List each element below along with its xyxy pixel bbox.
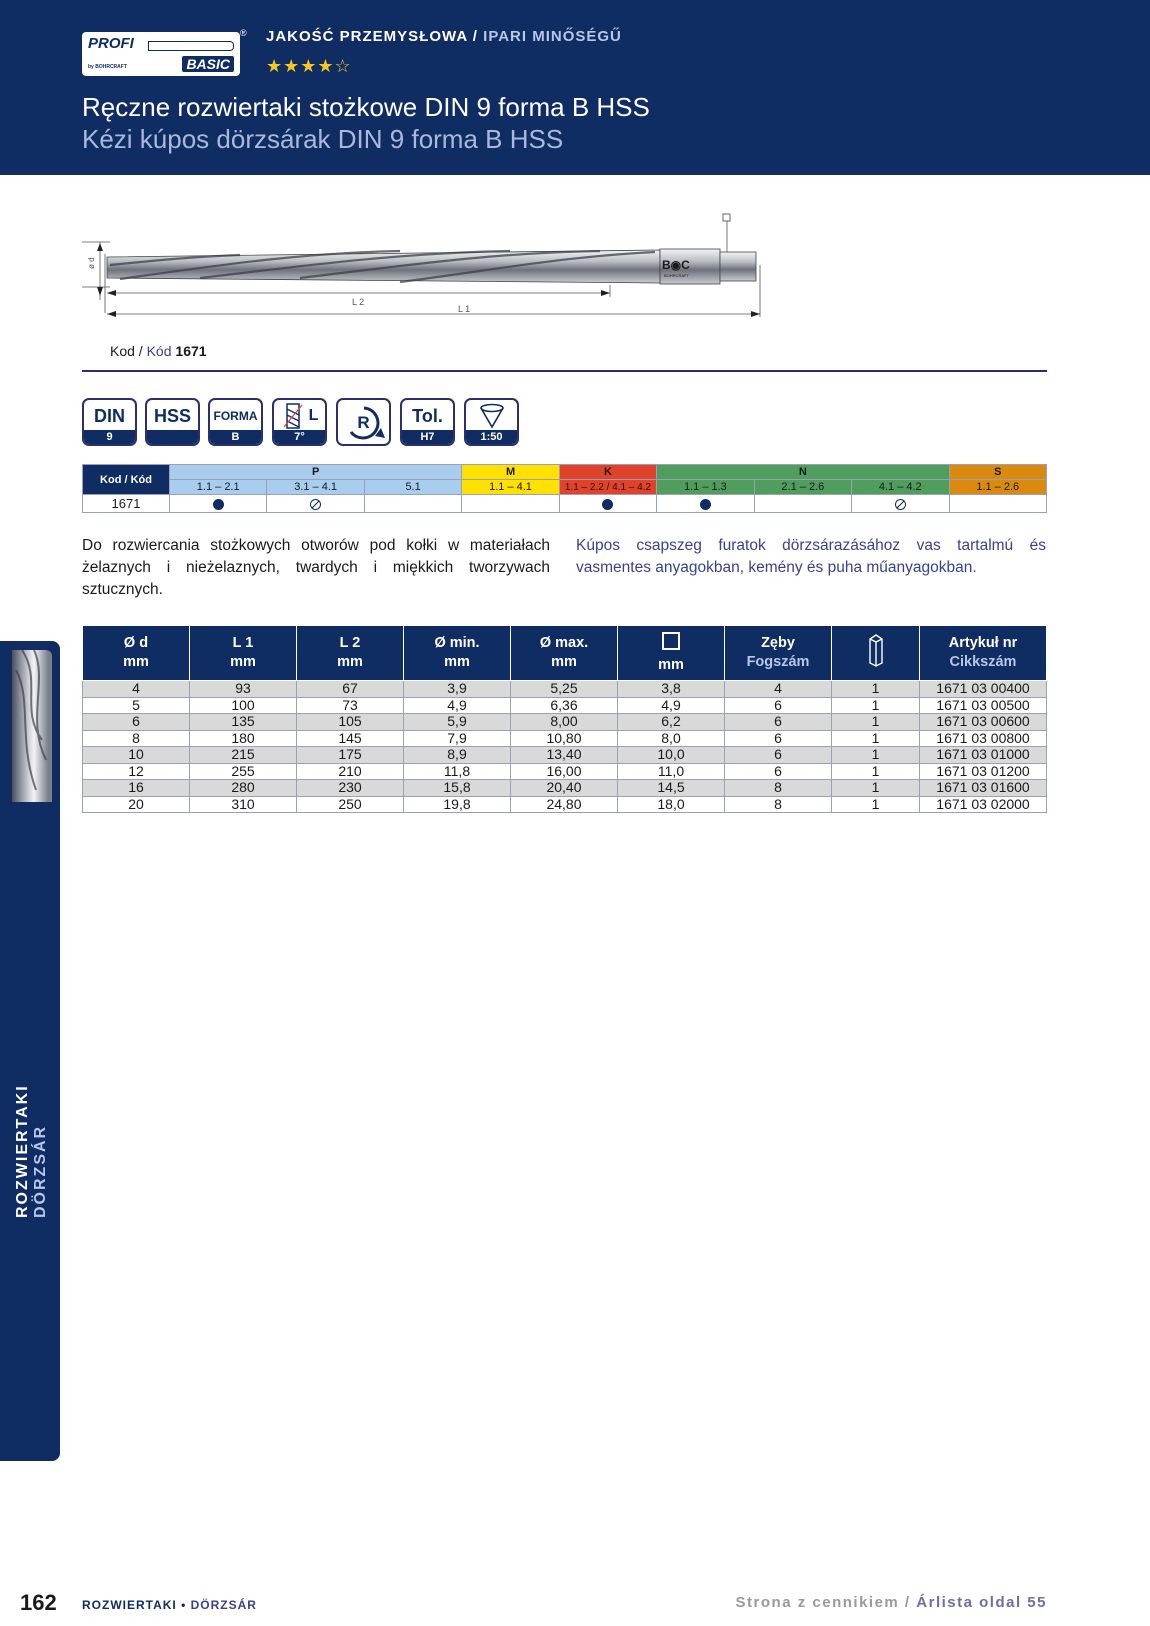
table-cell: 1 [832,714,920,731]
table-cell: 250 [297,796,404,813]
column-header-unit: mm [658,656,684,673]
product-code-line [110,343,207,359]
partial-suitability-icon [895,499,906,510]
side-tab-label-pl: ROZWIERTAKI [14,1084,31,1218]
table-cell: 1671 03 01600 [920,780,1047,797]
profi-basic-logo [82,32,240,76]
tolerance-icon: Tol. [412,406,443,426]
table-cell: 73 [297,697,404,714]
material-range: 3.1 – 4.1 [267,480,364,495]
table-cell: 1671 03 00500 [920,697,1047,714]
table-cell: 1 [832,780,920,797]
footer-price-separator: / [899,1594,917,1611]
table-row [83,697,1047,714]
taper-cone-icon [479,403,505,429]
table-cell: 12 [83,763,190,780]
table-cell: 105 [297,714,404,731]
table-cell: 4 [725,681,832,698]
spiral-angle-value: 7° [274,430,325,444]
page-number: 162 [20,1590,57,1615]
quality-hu: IPARI MINŐSÉGŰ [483,28,622,45]
table-cell: 6 [725,714,832,731]
hss-badge-value [147,430,198,444]
taper-ratio-value: 1:50 [466,430,517,444]
page-title-pl: Ręczne rozwiertaki stożkowe DIN 9 forma B HSS [82,92,650,122]
footer-price-pl: Strona z cennikiem [735,1594,900,1611]
l1-label: L 1 [458,304,471,314]
rotation-label: R [357,413,370,432]
footer-category-separator: • [176,1598,191,1612]
column-header [832,626,920,681]
logo-basic-text: BASIC [182,56,234,72]
column-header-unit: mm [551,654,577,670]
table-cell: 1671 03 00600 [920,714,1047,731]
table-cell: 10 [83,747,190,764]
full-suitability-icon [602,499,613,510]
table-cell: 19,8 [404,796,511,813]
column-header-label: Artykuł nr [948,635,1018,651]
table-cell: 8,0 [618,730,725,747]
table-cell: 93 [190,681,297,698]
table-cell: 4,9 [618,697,725,714]
table-cell: 255 [190,763,297,780]
code-separator: / [134,343,147,359]
table-row [83,763,1047,780]
column-header [297,626,404,681]
footer-pricelist-ref [736,1594,1047,1611]
column-header-unit: Cikkszám [949,654,1017,670]
suitability-cell [949,495,1047,513]
table-cell: 11,8 [404,763,511,780]
suitability-cell [852,495,949,513]
spiral-direction-label: L [308,407,319,424]
footer-category-hu: DÖRZSÁR [190,1598,257,1612]
column-header-unit: mm [337,654,363,670]
table-cell: 1671 03 00800 [920,730,1047,747]
table-row [83,714,1047,731]
table-cell: 1 [832,796,920,813]
tolerance-value: H7 [402,430,453,444]
table-cell: 5,25 [511,681,618,698]
footer-category [82,1598,257,1612]
table-cell: 6 [83,714,190,731]
table-cell: 1671 03 01200 [920,763,1047,780]
description-pl: Do rozwiercania stożkowych otworów pod kołki w materiałach żelaznych i nieżelaznych, twardych i miękkich tworzywach sztucznych. [82,537,550,598]
table-cell: 8 [725,796,832,813]
table-cell: 310 [190,796,297,813]
table-cell: 8 [725,780,832,797]
l2-label: L 2 [352,297,365,307]
material-group-k: K [559,465,656,480]
footer-price-hu: Árlista oldal 55 [916,1594,1047,1611]
table-cell: 24,80 [511,796,618,813]
full-suitability-icon [213,499,224,510]
table-cell: 4 [83,681,190,698]
material-group-m: M [462,465,559,480]
material-range: 1.1 – 4.1 [462,480,559,495]
registered-mark: ® [240,28,247,38]
material-range: 1.1 – 1.3 [657,480,754,495]
column-header-unit: Fogszám [746,654,810,670]
tolerance-badge [400,398,455,446]
hss-badge [145,398,200,446]
table-cell: 6 [725,747,832,764]
partial-suitability-icon [310,499,321,510]
table-cell: 5 [83,697,190,714]
table-cell: 8,00 [511,714,618,731]
din-badge [82,398,137,446]
table-cell: 5,9 [404,714,511,731]
table-cell: 20,40 [511,780,618,797]
table-cell: 215 [190,747,297,764]
column-header [511,626,618,681]
table-row [83,780,1047,797]
table-cell: 6,2 [618,714,725,731]
table-cell: 4,9 [404,697,511,714]
column-header [725,626,832,681]
column-header [618,626,725,681]
drill-logo-icon [148,41,234,51]
material-range: 4.1 – 4.2 [852,480,949,495]
column-header-label: Ø d [123,635,149,651]
din-badge-value: 9 [84,430,135,444]
reamer-technical-drawing [80,205,780,335]
bohrcraft-brand-sub: BOHRCRAFT [664,273,689,278]
table-cell: 18,0 [618,796,725,813]
material-group-p: P [170,465,462,480]
table-cell: 175 [297,747,404,764]
column-header-unit: mm [123,654,149,670]
table-cell: 67 [297,681,404,698]
suitability-cell [364,495,461,513]
table-cell: 1 [832,730,920,747]
table-cell: 135 [190,714,297,731]
table-cell: 1 [832,681,920,698]
table-cell: 15,8 [404,780,511,797]
table-cell: 1 [832,747,920,764]
column-header [920,626,1047,681]
logo-profi-text: PROFI [88,35,134,52]
hss-icon: HSS [153,406,191,426]
table-cell: 145 [297,730,404,747]
table-cell: 100 [190,697,297,714]
forma-badge-value: B [210,430,261,444]
table-cell: 16 [83,780,190,797]
table-cell: 3,8 [618,681,725,698]
table-cell: 6,36 [511,697,618,714]
table-cell: 10,80 [511,730,618,747]
table-cell: 20 [83,796,190,813]
bohrcraft-brand-mark: B◉C [662,258,690,272]
code-value: 1671 [175,343,207,359]
table-cell: 230 [297,780,404,797]
rotation-badge [336,398,391,446]
square-drive-icon [723,214,730,221]
material-range: 1.1 – 2.2 / 4.1 – 4.2 [559,480,656,495]
code-label-hu: Kód [146,343,172,359]
table-cell: 1671 03 02000 [920,796,1047,813]
din-icon: DIN [94,406,125,426]
table-cell: 6 [725,763,832,780]
full-suitability-icon [700,499,711,510]
quality-pl: JAKOŚĆ PRZEMYSŁOWA [266,28,468,45]
column-header [83,626,190,681]
table-cell: 7,9 [404,730,511,747]
quality-separator: / [467,28,484,45]
table-cell: 11,0 [618,763,725,780]
suitability-cell [267,495,364,513]
material-group-n: N [657,465,949,480]
diameter-label: ø d [87,257,96,269]
material-suitability-table [82,464,1047,513]
code-label-pl: Kod [110,343,135,359]
taper-badge [464,398,519,446]
material-range: 1.1 – 2.6 [949,480,1047,495]
logo-by-text: by BOHRCRAFT [88,64,127,70]
reamer-thumbnail-icon [12,650,52,802]
table-cell: 6 [725,730,832,747]
material-group-s: S [949,465,1047,480]
table-row [83,796,1047,813]
table-cell: 14,5 [618,780,725,797]
column-header-label: Ø max. [539,635,589,651]
table-cell: 1 [832,697,920,714]
table-row [83,730,1047,747]
footer-category-pl: ROZWIERTAKI [82,1598,177,1612]
table-cell: 6 [725,697,832,714]
dimensions-table [82,625,1047,813]
column-header-unit: mm [230,654,256,670]
table-cell: 1 [832,763,920,780]
table-cell: 16,00 [511,763,618,780]
forma-badge [208,398,263,446]
page-title-hu: Kézi kúpos dörzsárak DIN 9 forma B HSS [82,124,564,154]
material-range: 5.1 [364,480,461,495]
suitability-cell [170,495,267,513]
suitability-cell [462,495,559,513]
quality-stars: ★★★★☆ [266,56,352,76]
column-header-label: L 2 [339,635,361,651]
quality-label [266,28,622,45]
spiral-badge [272,398,327,446]
reamer-thumbnail [12,650,52,802]
suitability-cell [754,495,851,513]
material-row-code: 1671 [83,495,170,513]
suitability-cell [657,495,754,513]
table-cell: 180 [190,730,297,747]
table-cell: 210 [297,763,404,780]
side-tab-label-hu: DÖRZSÁR [32,1124,49,1218]
table-cell: 1671 03 01000 [920,747,1047,764]
table-cell: 8 [83,730,190,747]
side-tab-label [14,1018,50,1218]
section-divider [82,370,1047,372]
column-header-unit: mm [444,654,470,670]
column-header-label: L 1 [232,635,254,651]
column-header [404,626,511,681]
table-cell: 280 [190,780,297,797]
table-cell: 13,40 [511,747,618,764]
material-range: 1.1 – 2.1 [170,480,267,495]
table-cell: 1671 03 00400 [920,681,1047,698]
material-kod-header: Kod / Kód [83,465,170,495]
table-cell: 10,0 [618,747,725,764]
table-cell: 3,9 [404,681,511,698]
square-drive-icon [662,632,680,650]
forma-icon: FORMA [213,409,258,423]
description-hu: Kúpos csapszeg furatok dörzsárazásához vas tartalmú és vasmentes anyagokban, kemény és puha műanyagokban. [576,537,1046,576]
suitability-cell [559,495,656,513]
column-header-label: Zęby [761,635,795,651]
column-header [190,626,297,681]
package-quantity-icon [867,633,885,667]
material-range: 2.1 – 2.6 [754,480,851,495]
column-header-label: Ø min. [434,635,480,651]
table-row [83,747,1047,764]
table-cell: 8,9 [404,747,511,764]
table-row [83,681,1047,698]
